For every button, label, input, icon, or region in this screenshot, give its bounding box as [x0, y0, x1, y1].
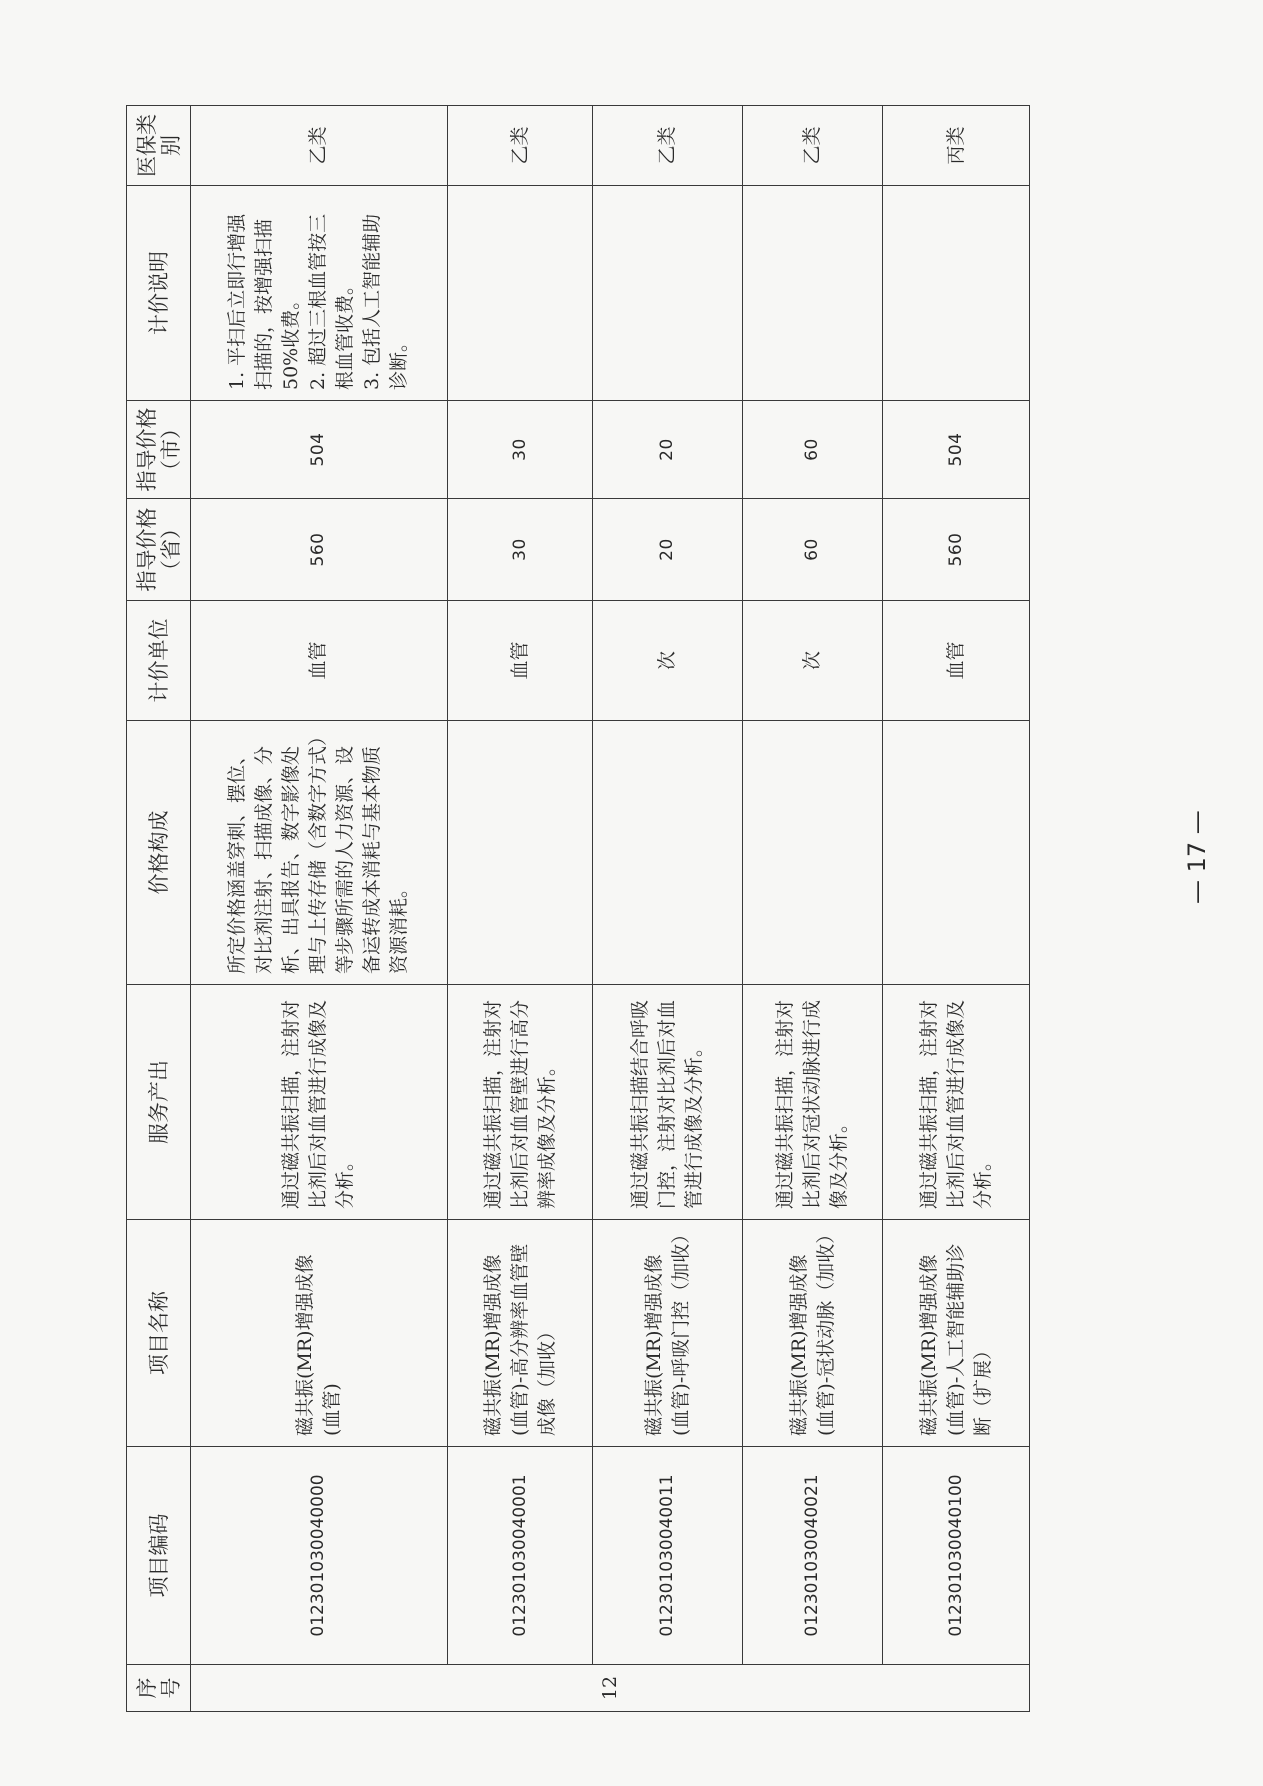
note-cell [593, 186, 743, 401]
price-prov-cell: 60 [742, 499, 883, 601]
name-cell: 磁共振(MR)增强成像(血管)-高分辨率血管壁成像（加收） [447, 1220, 593, 1447]
unit-cell: 次 [593, 601, 743, 721]
unit-cell: 血管 [883, 601, 1030, 721]
header-name: 项目名称 [127, 1220, 191, 1447]
code-cell: 012301030040011 [593, 1447, 743, 1665]
composition-cell: 所定价格涵盖穿刺、摆位、对比剂注射、扫描成像、分析、出具报告、数字影像处理与上传存储（含数字方式）等步骤所需的人力资源、设备运转成本消耗与基本物质资源消耗。 [191, 721, 448, 985]
header-output: 服务产出 [127, 985, 191, 1220]
name-cell: 磁共振(MR)增强成像(血管) [191, 1220, 448, 1447]
table-row [191, 106, 448, 1712]
price-city-cell: 30 [447, 401, 593, 499]
code-cell: 012301030040100 [883, 1447, 1030, 1665]
header-note: 计价说明 [127, 186, 191, 401]
table-row [593, 106, 743, 1712]
composition-cell-empty [593, 721, 743, 985]
output-cell: 通过磁共振扫描，注射对比剂后对血管壁进行高分辨率成像及分析。 [447, 985, 593, 1220]
header-code: 项目编码 [127, 1447, 191, 1665]
header-row [127, 106, 191, 1712]
price-city-cell: 504 [191, 401, 448, 499]
note-cell [447, 186, 593, 401]
price-city-cell: 20 [593, 401, 743, 499]
insurance-cell: 乙类 [191, 106, 448, 186]
price-prov-cell: 560 [191, 499, 448, 601]
name-cell: 磁共振(MR)增强成像(血管)-人工智能辅助诊断（扩展） [883, 1220, 1030, 1447]
price-prov-cell: 30 [447, 499, 593, 601]
insurance-cell: 乙类 [742, 106, 883, 186]
price-city-cell: 504 [883, 401, 1030, 499]
note-cell: 1. 平扫后立即行增强扫描的，按增强扫描50%收费。 2. 超过三根血管按三根血管收费。 3. 包括人工智能辅助诊断。 [191, 186, 448, 401]
output-cell: 通过磁共振扫描，注射对比剂后对血管进行成像及分析。 [191, 985, 448, 1220]
header-seq: 序号 [127, 1665, 191, 1712]
note-cell [883, 186, 1030, 401]
note-cell [742, 186, 883, 401]
composition-cell-empty [447, 721, 593, 985]
page-number: — 17 — [1183, 810, 1211, 904]
price-prov-cell: 560 [883, 499, 1030, 601]
name-cell: 磁共振(MR)增强成像(血管)-冠状动脉（加收） [742, 1220, 883, 1447]
header-price-prov: 指导价格（省） [127, 499, 191, 601]
header-unit: 计价单位 [127, 601, 191, 721]
code-cell: 012301030040021 [742, 1447, 883, 1665]
header-insurance: 医保类别 [127, 106, 191, 186]
output-cell: 通过磁共振扫描，注射对比剂后对血管进行成像及分析。 [883, 985, 1030, 1220]
price-city-cell: 60 [742, 401, 883, 499]
seq-cell: 12 [191, 1665, 1030, 1712]
code-cell: 012301030040001 [447, 1447, 593, 1665]
output-cell: 通过磁共振扫描，注射对比剂后对冠状动脉进行成像及分析。 [742, 985, 883, 1220]
price-table [126, 105, 1030, 1712]
insurance-cell: 乙类 [593, 106, 743, 186]
unit-cell: 血管 [447, 601, 593, 721]
header-price-city: 指导价格（市） [127, 401, 191, 499]
table-row [447, 106, 593, 1712]
composition-cell-empty [883, 721, 1030, 985]
header-composition: 价格构成 [127, 721, 191, 985]
table-row [742, 106, 883, 1712]
unit-cell: 血管 [191, 601, 448, 721]
composition-cell-empty [742, 721, 883, 985]
insurance-cell: 乙类 [447, 106, 593, 186]
name-cell: 磁共振(MR)增强成像(血管)-呼吸门控（加收） [593, 1220, 743, 1447]
table-row [883, 106, 1030, 1712]
price-table-rotated [126, 106, 1030, 1712]
insurance-cell: 丙类 [883, 106, 1030, 186]
code-cell: 012301030040000 [191, 1447, 448, 1665]
output-cell: 通过磁共振扫描结合呼吸门控，注射对比剂后对血管进行成像及分析。 [593, 985, 743, 1220]
unit-cell: 次 [742, 601, 883, 721]
price-prov-cell: 20 [593, 499, 743, 601]
